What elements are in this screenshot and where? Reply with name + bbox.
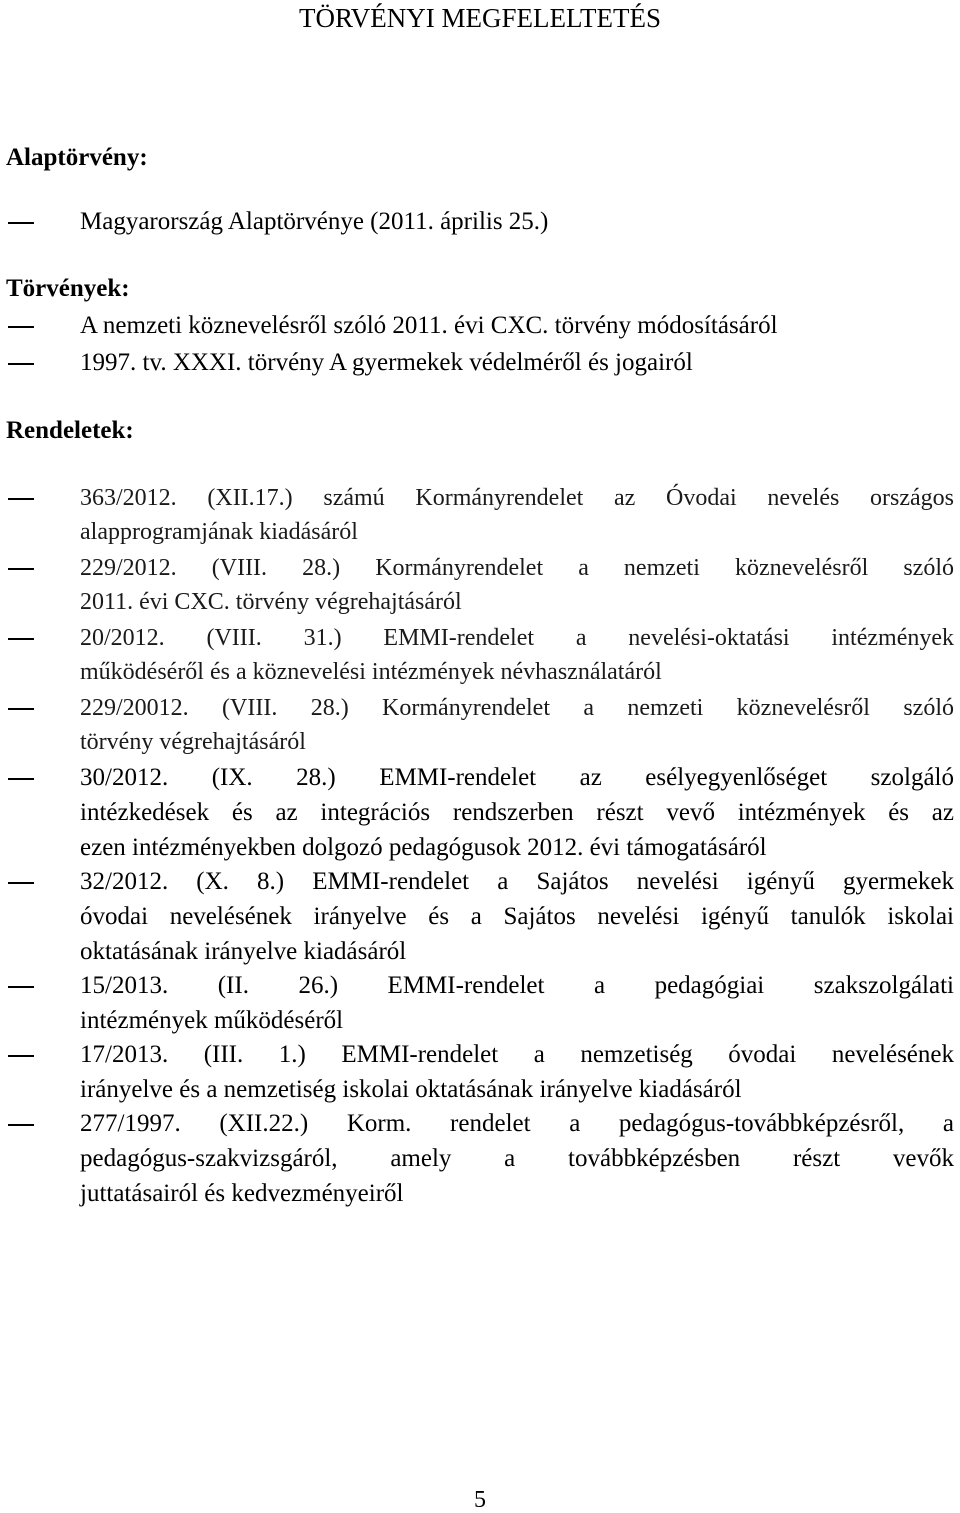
list-item [80,968,954,1038]
list-item-line: 229/2012. (VIII. 28.) Kormányrendelet a nemzeti köznevelésről szóló [80,555,954,581]
list-item [80,864,954,969]
page-title: TÖRVÉNYI MEGFELELTETÉS [298,3,662,33]
page-number: 5 [474,1487,486,1513]
list-item-line: 277/1997. (XII.22.) Korm. rendelet a pedagógus-továbbképzésről, a [80,1110,954,1137]
dash-bullet-icon [8,1055,34,1057]
list-item [80,308,954,343]
list-item-line: oktatásának irányelve kiadásáról [80,938,407,965]
dash-bullet-icon [8,986,34,988]
list-item-line: 32/2012. (X. 8.) EMMI-rendelet a Sajátos nevelési igényű gyermekek [80,868,954,895]
section-heading-rendeletek: Rendeletek: [6,417,134,444]
list-item-line: 1997. tv. XXXI. törvény A gyermekek védelméről és jogairól [80,349,693,376]
list-item-line: 20/2012. (VIII. 31.) EMMI-rendelet a nevelési-oktatási intézmények [80,625,954,651]
list-item-line: juttatásairól és kedvezményeiről [80,1180,404,1207]
list-item-line: pedagógus-szakvizsgáról, amely a továbbképzésben részt vevők [80,1145,954,1172]
section-heading-torvenyek: Törvények: [6,275,130,302]
dash-bullet-icon [8,568,34,570]
list-item-line: A nemzeti köznevelésről szóló 2011. évi CXC. törvény módosításáról [80,312,778,339]
dash-bullet-icon [8,882,34,884]
list-item-line: 30/2012. (IX. 28.) EMMI-rendelet az esélyegyenlőséget szolgáló [80,764,954,791]
list-item-line: alapprogramjának kiadásáról [80,519,358,545]
list-item-line: törvény végrehajtásáról [80,729,306,755]
list-item-line: Magyarország Alaptörvénye (2011. április 25.) [80,208,549,235]
dash-bullet-icon [8,498,34,500]
dash-bullet-icon [8,638,34,640]
dash-bullet-icon [8,222,34,224]
list-item [80,691,954,759]
list-item [80,481,954,549]
list-item [80,345,954,380]
list-item [80,1106,954,1211]
list-item [80,1037,954,1107]
dash-bullet-icon [8,326,34,328]
list-item [80,760,954,865]
list-item [80,621,954,689]
list-item-line: 363/2012. (XII.17.) számú Kormányrendelet az Óvodai nevelés országos [80,485,954,511]
list-item-line: óvodai nevelésének irányelve és a Sajátos nevelési igényű tanulók iskolai [80,903,954,930]
dash-bullet-icon [8,778,34,780]
dash-bullet-icon [8,1124,34,1126]
list-item-line: 17/2013. (III. 1.) EMMI-rendelet a nemzetiség óvodai nevelésének [80,1041,954,1068]
list-item [80,204,954,239]
list-item-line: intézkedések és az integrációs rendszerben részt vevő intézmények és az [80,799,954,826]
list-item-line: működéséről és a köznevelési intézmények névhasználatáról [80,659,662,685]
dash-bullet-icon [8,363,34,365]
list-item [80,551,954,619]
list-item-line: 2011. évi CXC. törvény végrehajtásáról [80,589,462,615]
section-heading-alaptorveny: Alaptörvény: [6,144,148,171]
list-item-line: 229/20012. (VIII. 28.) Kormányrendelet a nemzeti köznevelésről szóló [80,695,954,721]
list-item-line: irányelve és a nemzetiség iskolai oktatásának irányelve kiadásáról [80,1076,742,1103]
list-item-line: ezen intézményekben dolgozó pedagógusok 2012. évi támogatásáról [80,834,767,861]
dash-bullet-icon [8,708,34,710]
list-item-line: intézmények működéséről [80,1007,344,1034]
list-item-line: 15/2013. (II. 26.) EMMI-rendelet a pedagógiai szakszolgálati [80,972,954,999]
